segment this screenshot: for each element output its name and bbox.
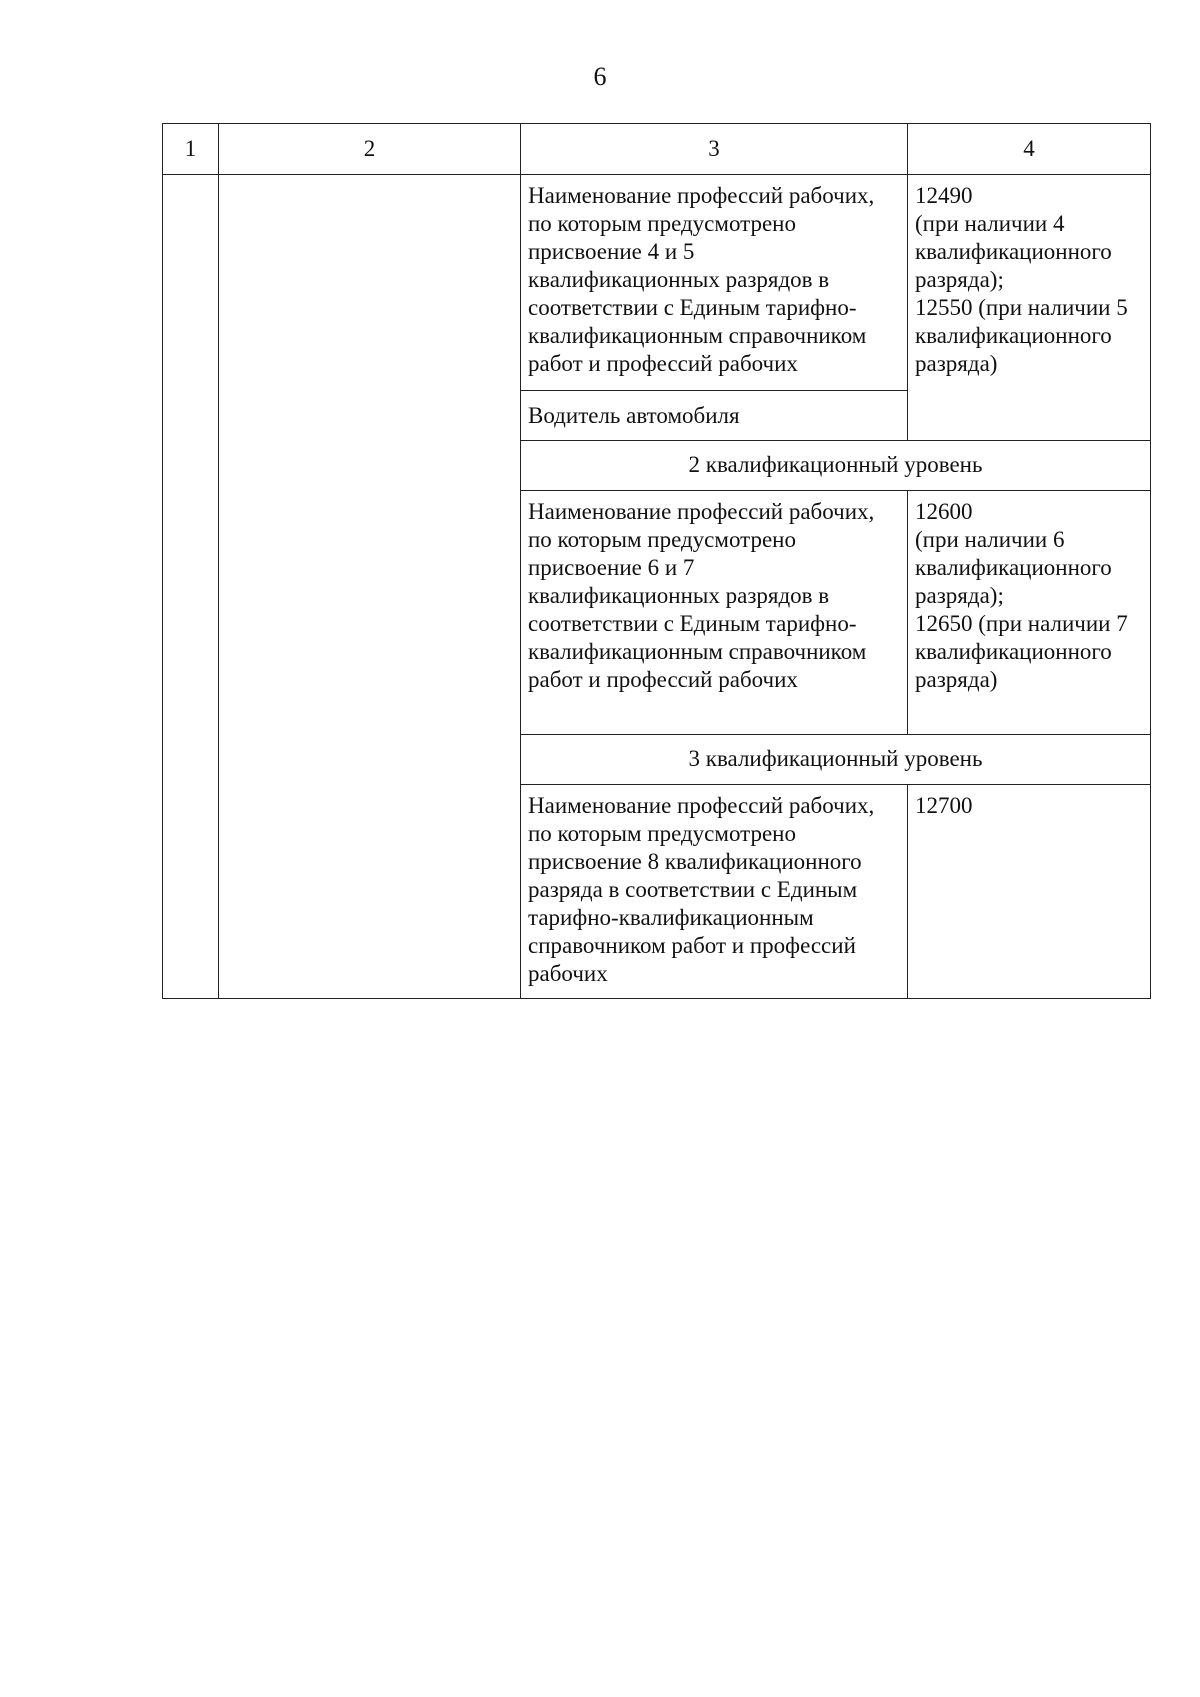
level-2-title: 2 квалификационный уровень (521, 441, 1151, 491)
salary-cell-8: 12700 (908, 785, 1151, 999)
profession-cell-8: Наименование профессий рабочих, по которым предусмотрено присвоение 8 квалификационного разряда в соответствии с Единым тарифно-квалификационным справочником работ и профессий рабочих (521, 785, 908, 999)
header-col-1: 1 (163, 124, 219, 175)
table-header-row (163, 124, 1151, 175)
salary-cell-6-7: 12600 (при наличии 6 квалификационного разряда); 12650 (при наличии 7 квалификационного разряда) (908, 491, 1151, 735)
driver-cell: Водитель автомобиля (521, 391, 908, 441)
level-3-title: 3 квалификационный уровень (521, 735, 1151, 785)
header-col-4: 4 (908, 124, 1151, 175)
salary-table (162, 123, 1151, 999)
table-row (163, 175, 1151, 391)
profession-cell-4-5: Наименование профессий рабочих, по которым предусмотрено присвоение 4 и 5 квалификационных разрядов в соответствии с Единым тарифно- квалификационным справочником работ и профессий рабочих (521, 175, 908, 391)
col-2-empty-cell (219, 175, 521, 999)
header-col-2: 2 (219, 124, 521, 175)
header-col-3: 3 (521, 124, 908, 175)
profession-cell-6-7: Наименование профессий рабочих, по которым предусмотрено присвоение 6 и 7 квалификационных разрядов в соответствии с Единым тарифно- квалификационным справочником работ и профессий рабочих (521, 491, 908, 735)
salary-cell-4-5: 12490 (при наличии 4 квалификационного разряда); 12550 (при наличии 5 квалификационного разряда) (908, 175, 1151, 441)
page-number: 6 (593, 62, 607, 91)
col-1-empty-cell (163, 175, 219, 999)
